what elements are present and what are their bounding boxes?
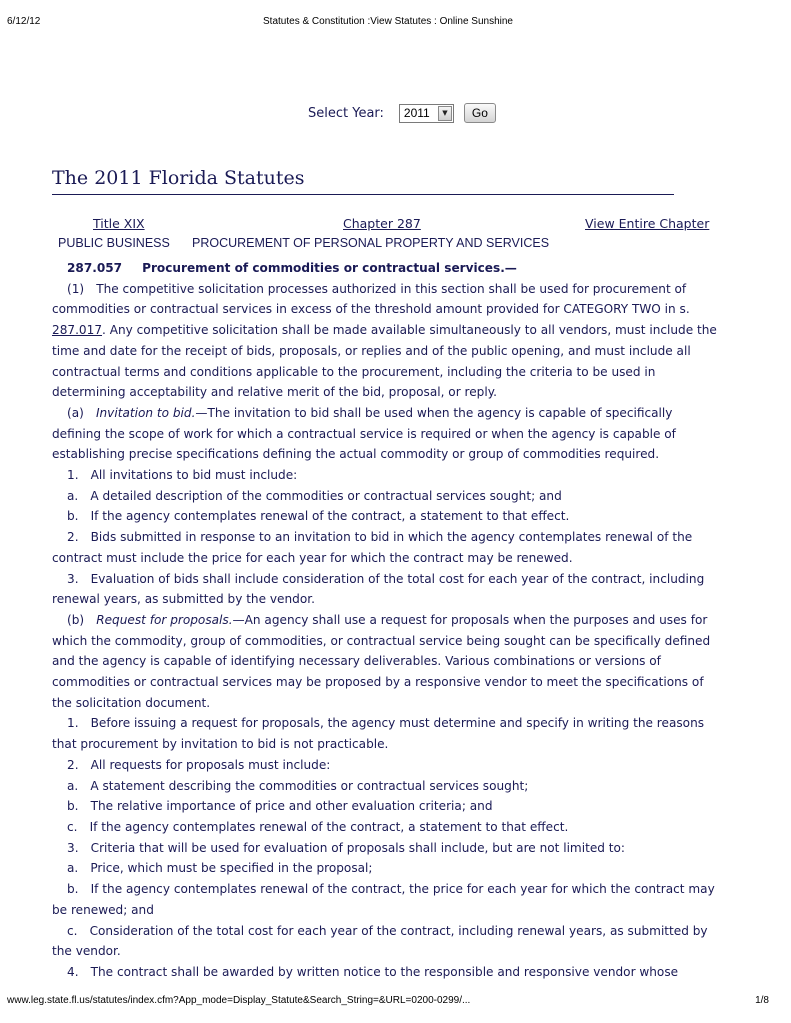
paragraph-a: (a) Invitation to bid.—The invitation to bid shall be used when the agency is capable of specifically defining the scope of work for which a contractual service is required or when the agency is capable of establishing precise specifications defining the actual commodity or group of commodities required. xyxy=(52,405,676,462)
chevron-down-icon[interactable]: ▼ xyxy=(438,106,452,121)
chapter-name: PROCUREMENT OF PERSONAL PROPERTY AND SERVICES xyxy=(192,236,550,250)
list-item: 4. The contract shall be awarded by written notice to the responsible and responsive vendor whose xyxy=(67,964,679,979)
subsection-1: (1) The competitive solicitation processes authorized in this section shall be used for procurement of commodities or contractual services in excess of the threshold amount provided for CATEGORY TWO in s. 287.017. Any competitive solicitation shall be made available simultaneously to all vendors, must include the time and date for the receipt of bids, proposals, or replies and of the public opening, and must include all contractual terms and conditions applicable to the procurement, including the criteria to be used in determining acceptability and relative merit of the bid, proposal, or reply. xyxy=(52,281,717,400)
list-item: 3. Evaluation of bids shall include consideration of the total cost for each year of the contract, including renewal years, as submitted by the vendor. xyxy=(52,571,705,607)
list-item: a. A statement describing the commodities or contractual services sought; xyxy=(67,778,529,793)
statute-text xyxy=(52,258,718,983)
print-url: www.leg.state.fl.us/statutes/index.cfm?App_mode=Display_Statute&Search_String=&URL=0200-0299/... xyxy=(7,995,471,1006)
go-button[interactable]: Go xyxy=(464,103,496,123)
list-item: 2. All requests for proposals must include: xyxy=(67,757,331,772)
list-item: c. If the agency contemplates renewal of the contract, a statement to that effect. xyxy=(67,819,569,834)
list-item: 1. Before issuing a request for proposals, the agency must determine and specify in writing the reasons that procurement by invitation to bid is not practicable. xyxy=(52,716,705,752)
section-number: 287.057 xyxy=(67,261,123,275)
list-item: 1. All invitations to bid must include: xyxy=(67,468,298,483)
paragraph-b: (b) Request for proposals.—An agency shall use a request for proposals when the purposes and uses for which the commodity, group of commodities, or contractual service being sought can be specifically defined and the agency is capable of identifying necessary deliverables. Various combinations or versions of commodities or contractual services may be proposed by a responsive vendor to meet the specifications of the solicitation document. xyxy=(52,612,711,710)
chapter-link[interactable]: Chapter 287 xyxy=(343,216,421,231)
list-item: b. If the agency contemplates renewal of the contract, a statement to that effect. xyxy=(67,509,570,524)
list-item: b. The relative importance of price and other evaluation criteria; and xyxy=(67,799,493,814)
list-item: 2. Bids submitted in response to an invitation to bid in which the agency contemplates renewal of the contract must include the price for each year for which the contract may be renewed. xyxy=(52,530,693,565)
year-selector xyxy=(308,102,496,124)
year-dropdown-value: 2011 xyxy=(403,106,430,120)
print-page-title: Statutes & Constitution :View Statutes : Online Sunshine xyxy=(263,16,513,27)
section-catchline: Procurement of commodities or contractual services.— xyxy=(142,261,517,275)
title-name: PUBLIC BUSINESS xyxy=(58,236,170,250)
view-entire-chapter-link[interactable]: View Entire Chapter xyxy=(585,216,710,231)
list-item: a. A detailed description of the commodities or contractual services sought; and xyxy=(67,488,562,503)
statute-287-017-link[interactable]: 287.017 xyxy=(52,323,103,338)
year-dropdown[interactable] xyxy=(399,104,454,123)
list-item: c. Consideration of the total cost for each year of the contract, including renewal years, as submitted by the vendor. xyxy=(52,923,708,959)
list-item: b. If the agency contemplates renewal of the contract, the price for each year for which the contract may be renewed; and xyxy=(52,882,715,917)
list-item: 3. Criteria that will be used for evaluation of proposals shall include, but are not limited to: xyxy=(67,840,625,855)
print-footer xyxy=(7,995,769,1009)
print-page-number: 1/8 xyxy=(755,995,769,1006)
print-date: 6/12/12 xyxy=(7,16,41,27)
section-heading xyxy=(52,258,718,279)
list-item: a. Price, which must be specified in the proposal; xyxy=(67,861,373,876)
title-link[interactable]: Title XIX xyxy=(93,216,145,231)
select-year-label: Select Year: xyxy=(308,105,384,121)
print-header xyxy=(7,16,769,30)
page-title: The 2011 Florida Statutes xyxy=(52,167,674,195)
